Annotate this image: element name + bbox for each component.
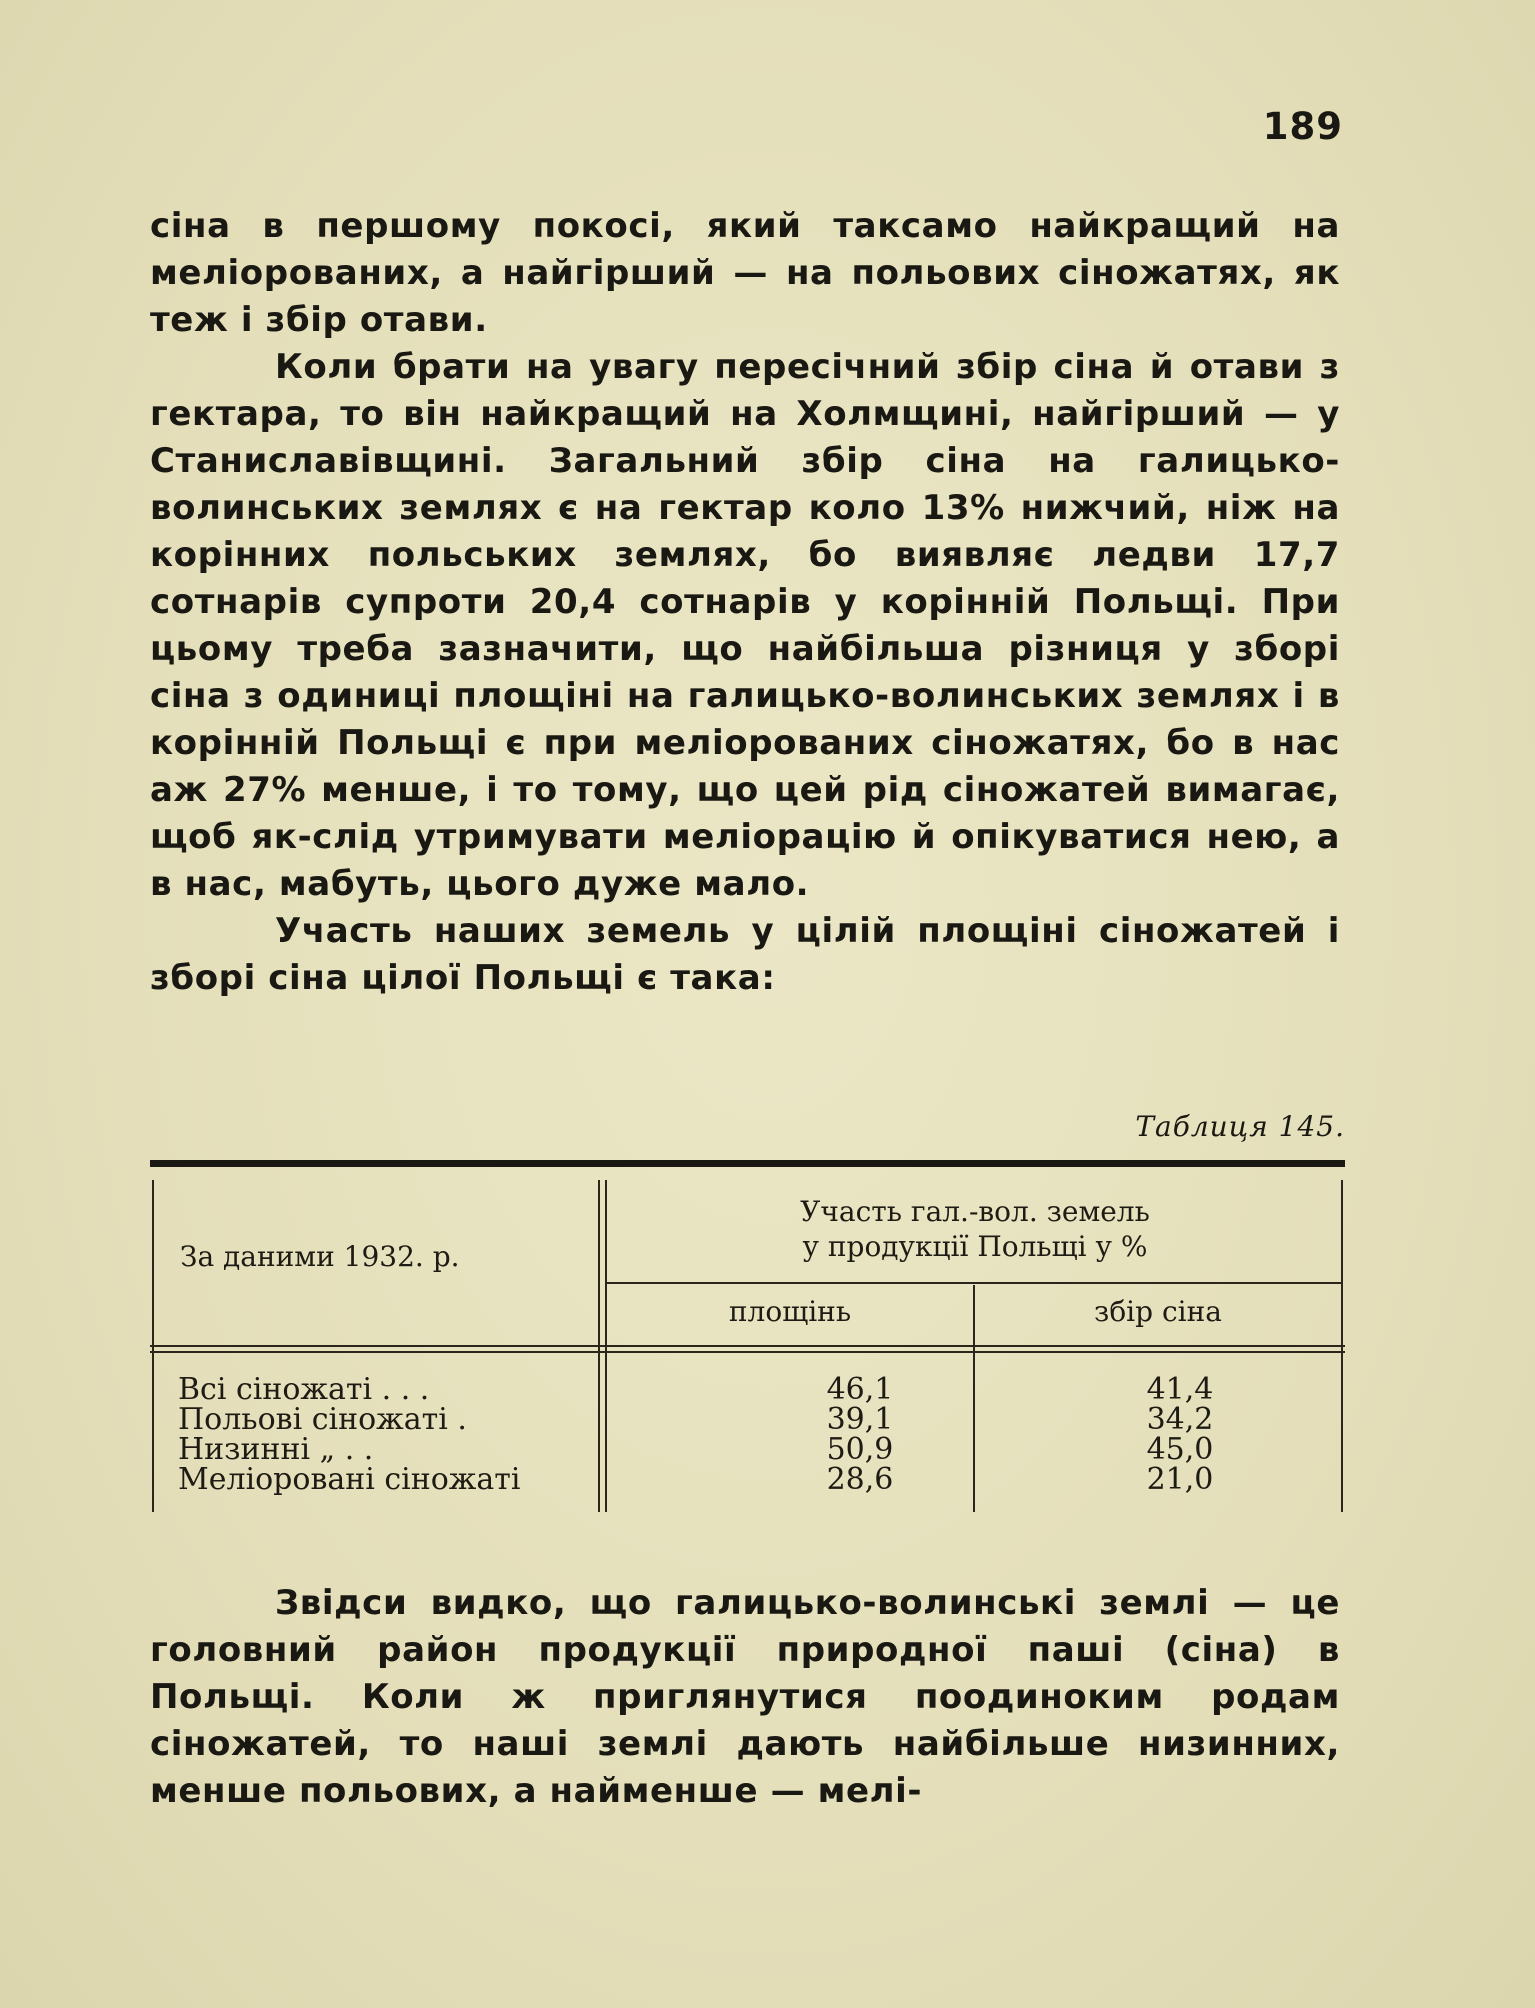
cell-area-reclaimed: 28,6	[826, 1462, 894, 1497]
header-rule-1	[150, 1345, 1345, 1347]
cell-area-lowland: 50,9	[826, 1432, 894, 1467]
row-label-all-meadows: Всі сіножаті . . .	[178, 1372, 430, 1407]
group-header-rule	[607, 1282, 1341, 1284]
group-header-line2: у продукції Польщі у %	[802, 1230, 1148, 1263]
header-rule-2	[150, 1351, 1345, 1353]
paragraph-hay-yield: Коли брати на увагу пересічний збір сіна й отави з гектара, то він найкращий на Холмщині, найгірший — у Станиславівщині. Загальний збір сіна на галицько-волинських землях є на гектар коло 13% нижчий, ніж на корінних польських землях, бо виявляє ледви 17,7 сотнарів супроти 20,4 сотнарів у корінній Польщі. При цьому треба зазначити, що найбільша різниця у зборі сіна з одиниці площіні на галицько-волинських землях і в корінній Польщі є при меліорованих сіножатях, бо в нас аж 27% менше, і то тому, що цей рід сіножатей вимагає, щоб як-слід утримувати меліорацію й опікуватися нею, а в нас, мабуть, цього дуже мало.	[150, 347, 1340, 904]
cell-hay-lowland: 45,0	[1146, 1432, 1214, 1467]
body-text-bottom	[150, 1580, 1340, 1815]
cell-area-field: 39,1	[826, 1402, 894, 1437]
row-header: За даними 1932. р.	[180, 1240, 460, 1273]
cell-area-all: 46,1	[826, 1372, 894, 1407]
row-label-reclaimed-meadows: Меліоровані сіножаті	[178, 1462, 521, 1497]
cell-hay-field: 34,2	[1146, 1402, 1214, 1437]
value-column-divider	[973, 1285, 975, 1512]
data-table	[150, 1160, 1345, 1512]
table-top-rule	[150, 1160, 1345, 1167]
paragraph-table-intro: Участь наших земель у цілій площіні сіножатей і зборі сіна цілої Польщі є така:	[150, 911, 1340, 998]
paragraph-continuation: сіна в першому покосі, який таксамо найкращий на меліорованих, а найгірший — на польових сіножатях, як теж і збір отави.	[150, 206, 1340, 340]
group-header-line1: Участь гал.-вол. земель	[800, 1195, 1150, 1228]
row-label-field-meadows: Польові сіножаті .	[178, 1402, 467, 1437]
body-text-top	[150, 203, 1340, 1002]
paragraph-conclusion: Звідси видко, що галицько-волинські землі — це головний район продукції природної паші (сіна) в Польщі. Коли ж приглянутися поодиноким родам сіножатей, то наші землі дають найбільше низинних, менше польових, а найменше — мелі-	[150, 1583, 1340, 1811]
column-header-hay: збір сіна	[1094, 1295, 1222, 1328]
column-header-area: площінь	[728, 1295, 852, 1328]
table-caption: Таблиця 145.	[1135, 1110, 1345, 1143]
cell-hay-all: 41,4	[1146, 1372, 1214, 1407]
row-label-lowland-meadows: Низинні „ . .	[178, 1432, 374, 1467]
cell-hay-reclaimed: 21,0	[1146, 1462, 1214, 1497]
page-number: 189	[1262, 105, 1343, 148]
